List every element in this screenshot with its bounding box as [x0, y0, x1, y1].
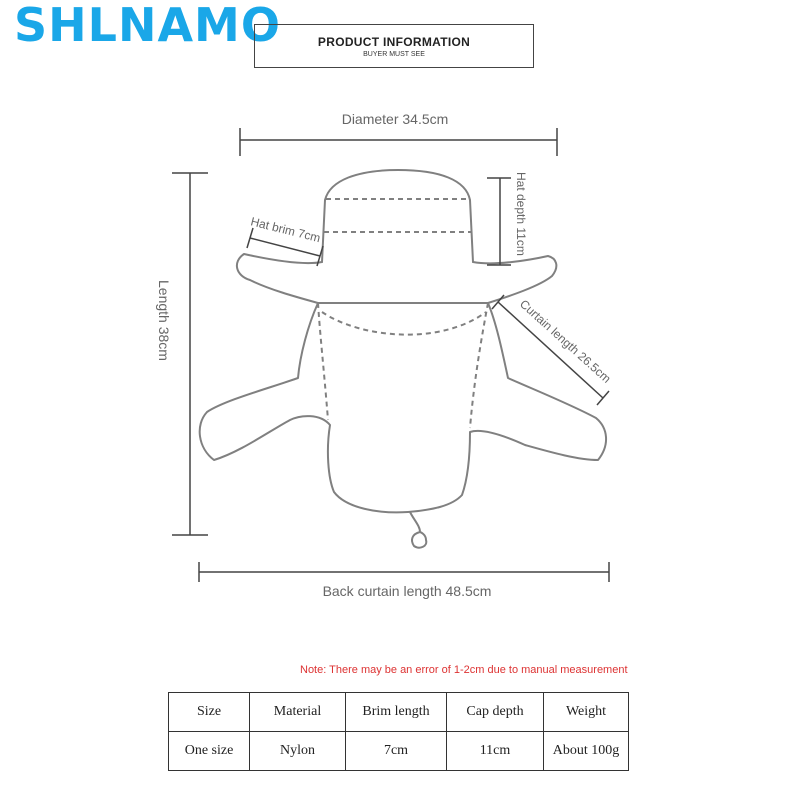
table-row [169, 693, 629, 732]
header-size: Size [169, 693, 250, 732]
table-row [169, 732, 629, 771]
measurement-note: Note: There may be an error of 1-2cm due to manual measurement [300, 664, 628, 676]
back-curtain-label: Back curtain length 48.5cm [322, 583, 492, 599]
hat-brim-label: Hat brim 7cm [249, 214, 322, 246]
value-cap-depth: 11cm [447, 732, 544, 771]
value-material: Nylon [250, 732, 346, 771]
header-brim-length: Brim length [346, 693, 447, 732]
curtain-dash-middle [322, 312, 486, 335]
header-weight: Weight [544, 693, 629, 732]
hat-depth-label: Hat depth 11cm [514, 172, 528, 256]
curtain-dash-right [470, 303, 488, 428]
value-weight: About 100g [544, 732, 629, 771]
header-material: Material [250, 693, 346, 732]
hat-crown-outline [322, 170, 473, 262]
diameter-label: Diameter 34.5cm [341, 111, 449, 127]
value-size: One size [169, 732, 250, 771]
curtain-length-line [498, 302, 603, 398]
curtain-dash-left [318, 303, 328, 420]
value-brim-length: 7cm [346, 732, 447, 771]
header-cap-depth: Cap depth [447, 693, 544, 732]
brand-logo: SHLNAMO [14, 0, 281, 52]
hat-brim-outline [237, 254, 556, 303]
curtain-length-label: Curtain length 26.5cm [516, 296, 614, 386]
length-label: Length 38cm [156, 280, 172, 361]
header-subtitle: BUYER MUST SEE [363, 51, 425, 58]
drawstring-outline [410, 512, 426, 548]
spec-table [168, 692, 629, 771]
header-title: PRODUCT INFORMATION [317, 35, 471, 49]
